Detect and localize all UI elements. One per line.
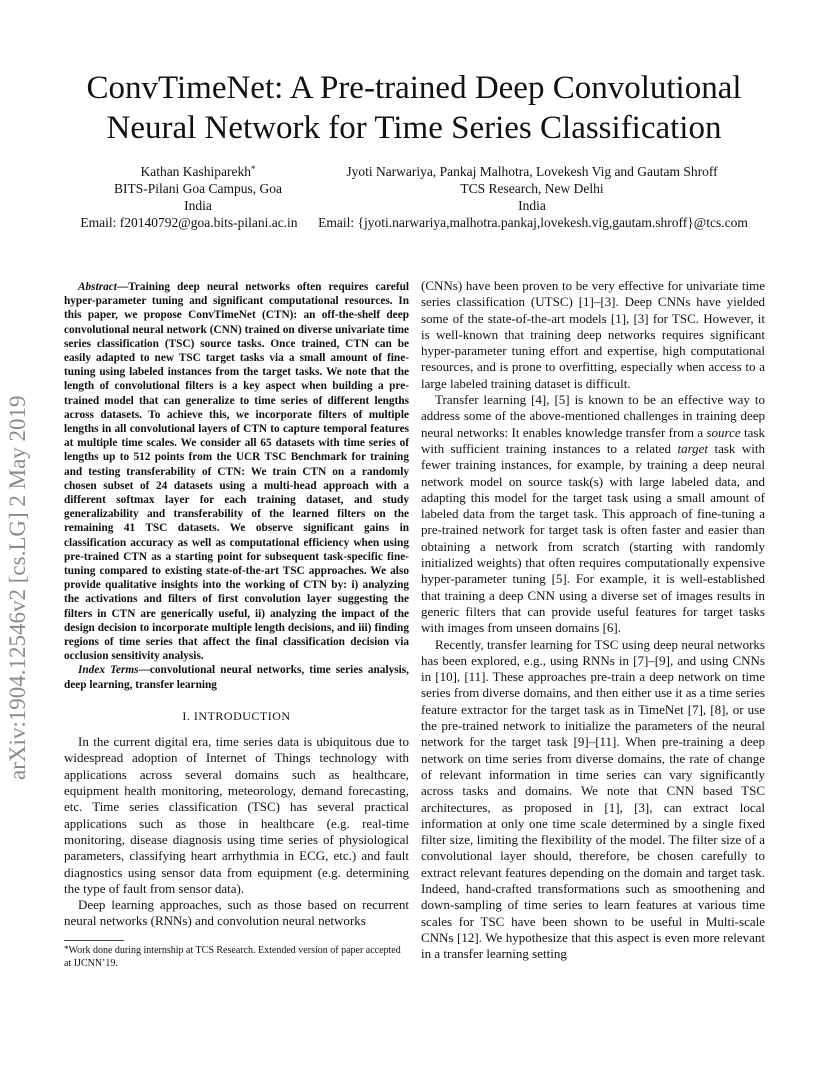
index-terms-label: Index Terms	[78, 664, 139, 677]
abstract-label: Abstract	[78, 281, 117, 293]
author-country: India	[518, 198, 546, 213]
body-paragraph: (CNNs) have been proven to be very effective for univariate time series classification (UTSC) [1]–[3]. Deep CNNs have yielded some of the state-of-the-art models [1], [3] for TSC. However, it is well-known that training deep networks requires significant hyper-parameter tuning effort and expertise, high computational resources, and is prone to overfitting, especially when access to a large labeled training dataset is difficult.	[421, 278, 765, 391]
author-email-1[interactable]: Email: f20140792@goa.bits-pilani.ac.in	[80, 215, 298, 230]
author-affiliation: BITS-Pilani Goa Campus, Goa	[114, 181, 282, 196]
footnote-mark: *	[64, 944, 69, 954]
author-footnote-mark: *	[251, 164, 256, 174]
body-paragraph: Recently, transfer learning for TSC using deep neural networks has been explored, e.g., using RNNs in [7]–[9], and using CNNs in [10], [11]. These approaches pre-train a deep network on time series from diverse domains, and then either use it as a time series feature extractor for the target task as in TimeNet [7], [8], or use the pre-trained network to initialize the parameters of the neural network for the target task [9]–[11]. When pre-training a deep network on time series from diverse domains, the rate of change of relevant information in time series can vary significantly across tasks and domains. We note that CNN based TSC architectures, as proposed in [1], [3], can extract local information at only one time scale determined by a single fixed filter size, limiting the flexibility of the model. The filter size of a convolutional layer should, therefore, be chosen carefully to extract relevant features depending on the domain and target task. Indeed, hand-crafted transformations such as smoothening and down-sampling of time series to learn features at various time scales for TSC have been shown to be useful in Multi-scale CNNs [12]. We hypothesize that this aspect is even more relevant in a transfer learning setting	[421, 636, 765, 962]
author-names: Jyoti Narwariya, Pankaj Malhotra, Lovekesh Vig and Gautam Shroff	[346, 164, 718, 179]
author-country: India	[184, 198, 212, 213]
section-heading: I. INTRODUCTION	[182, 708, 291, 723]
intro-paragraph: In the current digital era, time series data is ubiquitous due to widespread adoption of Internet of Things technology with applications across several domains such as healthcare, equipment health monitoring, meteorology, demand forecasting, etc. Time series classification (TSC) has several practical applications such as those in healthcare (e.g. real-time monitoring, disease diagnosis using time series of physiological parameters, classifying heart arrhythmia in ECG, etc.) and fault diagnostics using sensor data from equipment (e.g. determining the type of fault from sensor data).	[64, 734, 409, 896]
arxiv-identifier: arXiv:1904.12546v2 [cs.LG] 2 May 2019	[5, 395, 30, 780]
index-terms-text: —convolutional neural networks, time series analysis, deep learning, transfer learning	[64, 664, 409, 691]
emphasis-target: target	[677, 440, 709, 456]
emphasis-source: source	[706, 424, 741, 440]
author-block-1	[78, 163, 318, 214]
author-affiliation: TCS Research, New Delhi	[460, 181, 604, 196]
abstract	[64, 280, 409, 663]
abstract-text: —Training deep neural networks often requires careful hyper-parameter tuning and significant computational resources. In this paper, we propose ConvTimeNet (CTN): an off-the-shelf deep convolutional neural network (CNN) trained on diverse univariate time series classification (TSC) source tasks. Once trained, CTN can be easily adapted to new TSC target tasks via a small amount of fine-tuning using labeled instances from the target tasks. We note that the length of convolutional filters is a key aspect when building a pre-trained model that can generalize to time series of different lengths across datasets. To achieve this, we incorporate filters of multiple lengths in all convolutional layers of CTN to capture temporal features at multiple time scales. We consider all 65 datasets with time series of lengths up to 512 points from the UCR TSC Benchmark for training and testing transferability of CTN: We train CTN on a randomly chosen subset of 24 datasets using a multi-head approach with a different softmax layer for each training dataset, and study generalizability and transferability of the learned filters on the remaining 41 TSC datasets. We observe significant gains in classification accuracy as well as computational efficiency when using pre-trained CTN as a starting point for subsequent task-specific fine-tuning compared to existing state-of-the-art TSC approaches. We also provide qualitative insights into the working of CTN by: i) analyzing the activations and filters of first convolution layer suggesting the filters in CTN are generically useful, ii) analyzing the impact of the design decision to incorporate multiple length decisions, and iii) finding regions of time series that affect the final classification decision via occlusion sensitivity analysis.	[64, 281, 409, 663]
footnote	[64, 945, 409, 970]
author-email-2[interactable]: Email: {jyoti.narwariya,malhotra.pankaj,lovekesh.vig,gautam.shroff}@tcs.com	[318, 215, 748, 230]
footnote-rule	[64, 940, 124, 941]
paper-title: ConvTimeNet: A Pre-trained Deep Convolutional Neural Network for Time Series Classification	[86, 70, 742, 146]
left-column	[64, 280, 409, 930]
right-column	[421, 278, 765, 962]
footnote-text: Work done during internship at TCS Research. Extended version of paper accepted at IJCNN’19.	[64, 945, 401, 969]
author-name: Kathan Kashiparekh	[140, 164, 252, 179]
intro-paragraph: Deep learning approaches, such as those based on recurrent neural networks (RNNs) and convolution neural networks	[64, 897, 409, 929]
index-terms	[64, 663, 409, 691]
body-paragraph: Transfer learning [4], [5] is known to be an effective way to address some of the above-mentioned challenges in training deep neural networks: It enables knowledge transfer from a source task with sufficient training instances to a related target task with fewer training instances, for example, by training a deep neural network model on source task(s) with large labeled data, and adapting this model for the target task using a small amount of labeled data from the target task. This approach of fine-tuning a pre-trained network for target task is often faster and easier than obtaining a network from scratch (starting with randomly initialized weights) that often requires computationally expensive hyper-parameter tuning [5]. For example, it is well-established that training a deep CNN using a diverse set of images results in generic filters that can provide useful features for target tasks with images from unseen domains [6].	[421, 392, 765, 636]
author-block-2	[312, 163, 752, 214]
